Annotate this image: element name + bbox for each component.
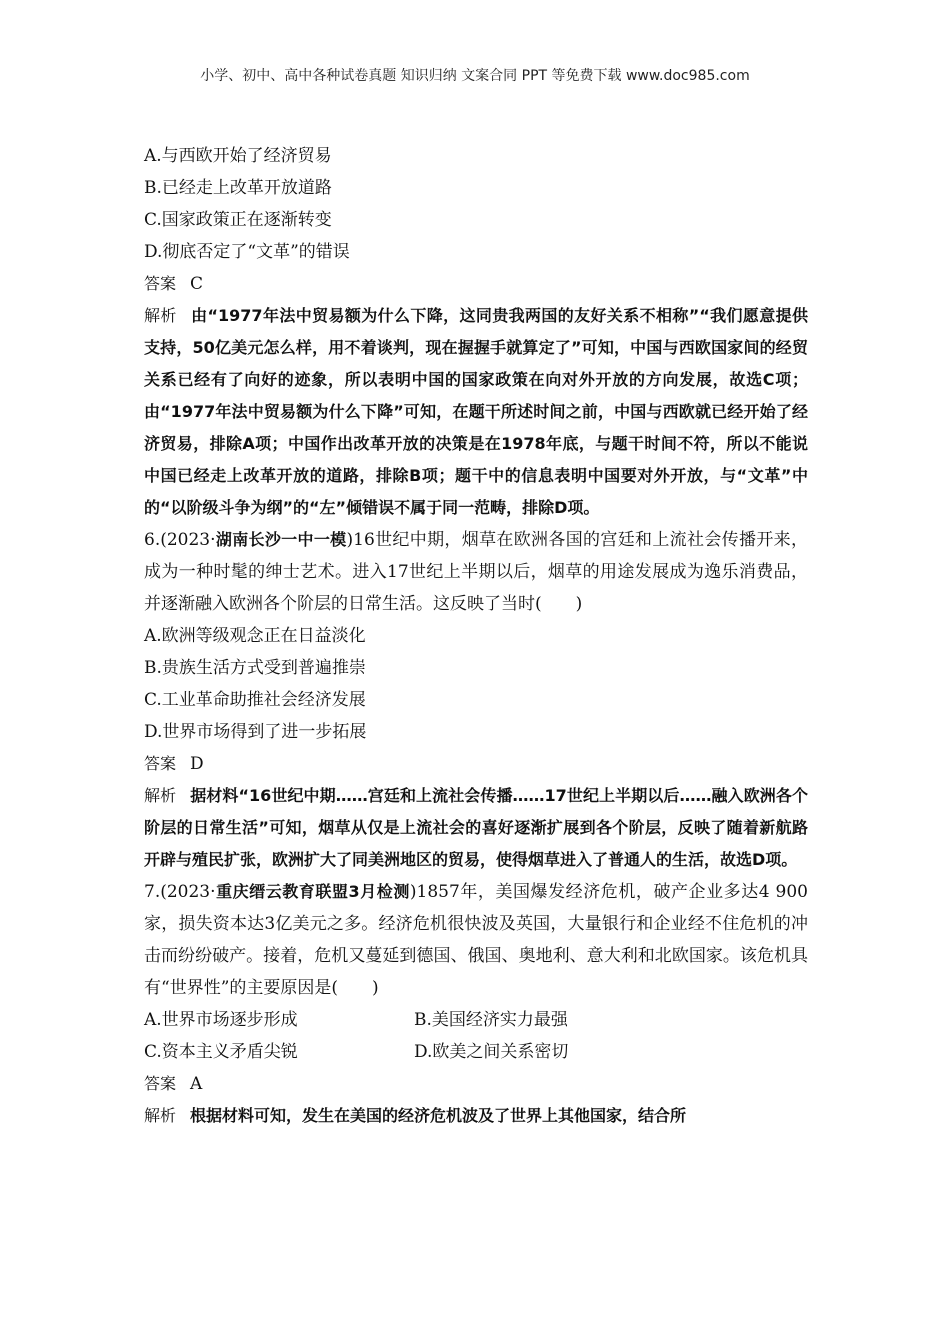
answer-label: 答案 [144, 754, 177, 773]
answer-label: 答案 [144, 1074, 177, 1093]
analysis-label: 解析 [144, 1106, 177, 1125]
q5-option-b: B.已经走上改革开放道路 [144, 178, 332, 198]
q7-options-row-1 [144, 1004, 808, 1036]
q7-analysis-text: 根据材料可知，发生在美国的经济危机波及了世界上其他国家，结合所 [190, 1106, 687, 1125]
q7-option-b: B.美国经济实力最强 [414, 1010, 568, 1030]
q6-source: 湖南长沙一中一模 [215, 530, 347, 549]
q6-analysis-text: 据材料“16世纪中期……宫廷和上流社会传播……17世纪上半期以后……融入欧洲各个阶层的日常生活”可知，烟草从仅是上流社会的喜好逐渐扩展到各个阶层，反映了随着新航路开辟与殖民扩张，欧洲扩大了同美洲地区的贸易，使得烟草进入了普通人的生活，故选D项。 [144, 786, 808, 869]
q7-option-c: C.资本主义矛盾尖锐 [144, 1042, 298, 1062]
q7-option-d: D.欧美之间关系密切 [414, 1042, 569, 1062]
q7-source: 重庆缙云教育联盟3月检测 [215, 882, 410, 901]
analysis-label: 解析 [144, 306, 177, 325]
q7-number: 7.(2023· [144, 882, 216, 902]
q7-stem-text: )1857年，美国爆发经济危机，破产企业多达4 900家，损失资本达3亿美元之多。经济危机很快波及英国，大量银行和企业经不住危机的冲击而纷纷破产。接着，危机又蔓延到德国、俄国、奥地利、意大利和北欧国家。该危机具有“世界性”的主要原因是( ) [144, 882, 808, 998]
q6-stem-text: )16世纪中期，烟草在欧洲各国的宫廷和上流社会传播开来，成为一种时髦的绅士艺术。进入17世纪上半期以后，烟草的用途发展成为逸乐消费品，并逐渐融入欧洲各个阶层的日常生活。这反映了当时( ) [144, 530, 808, 614]
q6-number: 6.(2023· [144, 530, 216, 550]
page-header: 小学、初中、高中各种试卷真题 知识归纳 文案合同 PPT 等免费下载 www.doc985.com [200, 68, 750, 84]
analysis-label: 解析 [144, 786, 177, 805]
q5-answer: C [190, 274, 204, 294]
q5-analysis-text: 由“1977年法中贸易额为什么下降，这同贵我两国的友好关系不相称”“我们愿意提供支持，50亿美元怎么样，用不着谈判，现在握握手就算定了”可知，中国与西欧国家间的经贸关系已经有了向好的迹象，所以表明中国的国家政策在向对外开放的方向发展，故选C项；由“1977年法中贸易额为什么下降”可知，在题干所述时间之前，中国与西欧就已经开始了经济贸易，排除A项；中国作出改革开放的决策是在1978年底，与题干时间不符，所以不能说中国已经走上改革开放的道路，排除B项；题干中的信息表明中国要对外开放，与“文革”中的“以阶级斗争为纲”的“左”倾错误不属于同一范畴，排除D项。 [144, 306, 808, 517]
q5-option-d: D.彻底否定了“文革”的错误 [144, 242, 350, 262]
q6-option-b: B.贵族生活方式受到普遍推崇 [144, 658, 366, 678]
q7-analysis [144, 1100, 808, 1132]
q6-answer: D [190, 754, 204, 774]
q7-stem [144, 876, 808, 1004]
q5-answer-line [144, 268, 808, 300]
q6-option-d: D.世界市场得到了进一步拓展 [144, 722, 367, 742]
q5-analysis [144, 300, 808, 524]
q6-answer-line [144, 748, 808, 780]
q7-answer-line [144, 1068, 808, 1100]
q6-option-a: A.欧洲等级观念正在日益淡化 [144, 626, 366, 646]
q5-option-a: A.与西欧开始了经济贸易 [144, 146, 332, 166]
q6-analysis [144, 780, 808, 876]
q6-option-c: C.工业革命助推社会经济发展 [144, 690, 366, 710]
q7-answer: A [190, 1074, 203, 1094]
q6-stem [144, 524, 808, 620]
answer-label: 答案 [144, 274, 177, 293]
q7-option-a: A.世界市场逐步形成 [144, 1010, 298, 1030]
document-body [144, 140, 808, 1132]
q7-options-row-2 [144, 1036, 808, 1068]
q5-option-c: C.国家政策正在逐渐转变 [144, 210, 332, 230]
